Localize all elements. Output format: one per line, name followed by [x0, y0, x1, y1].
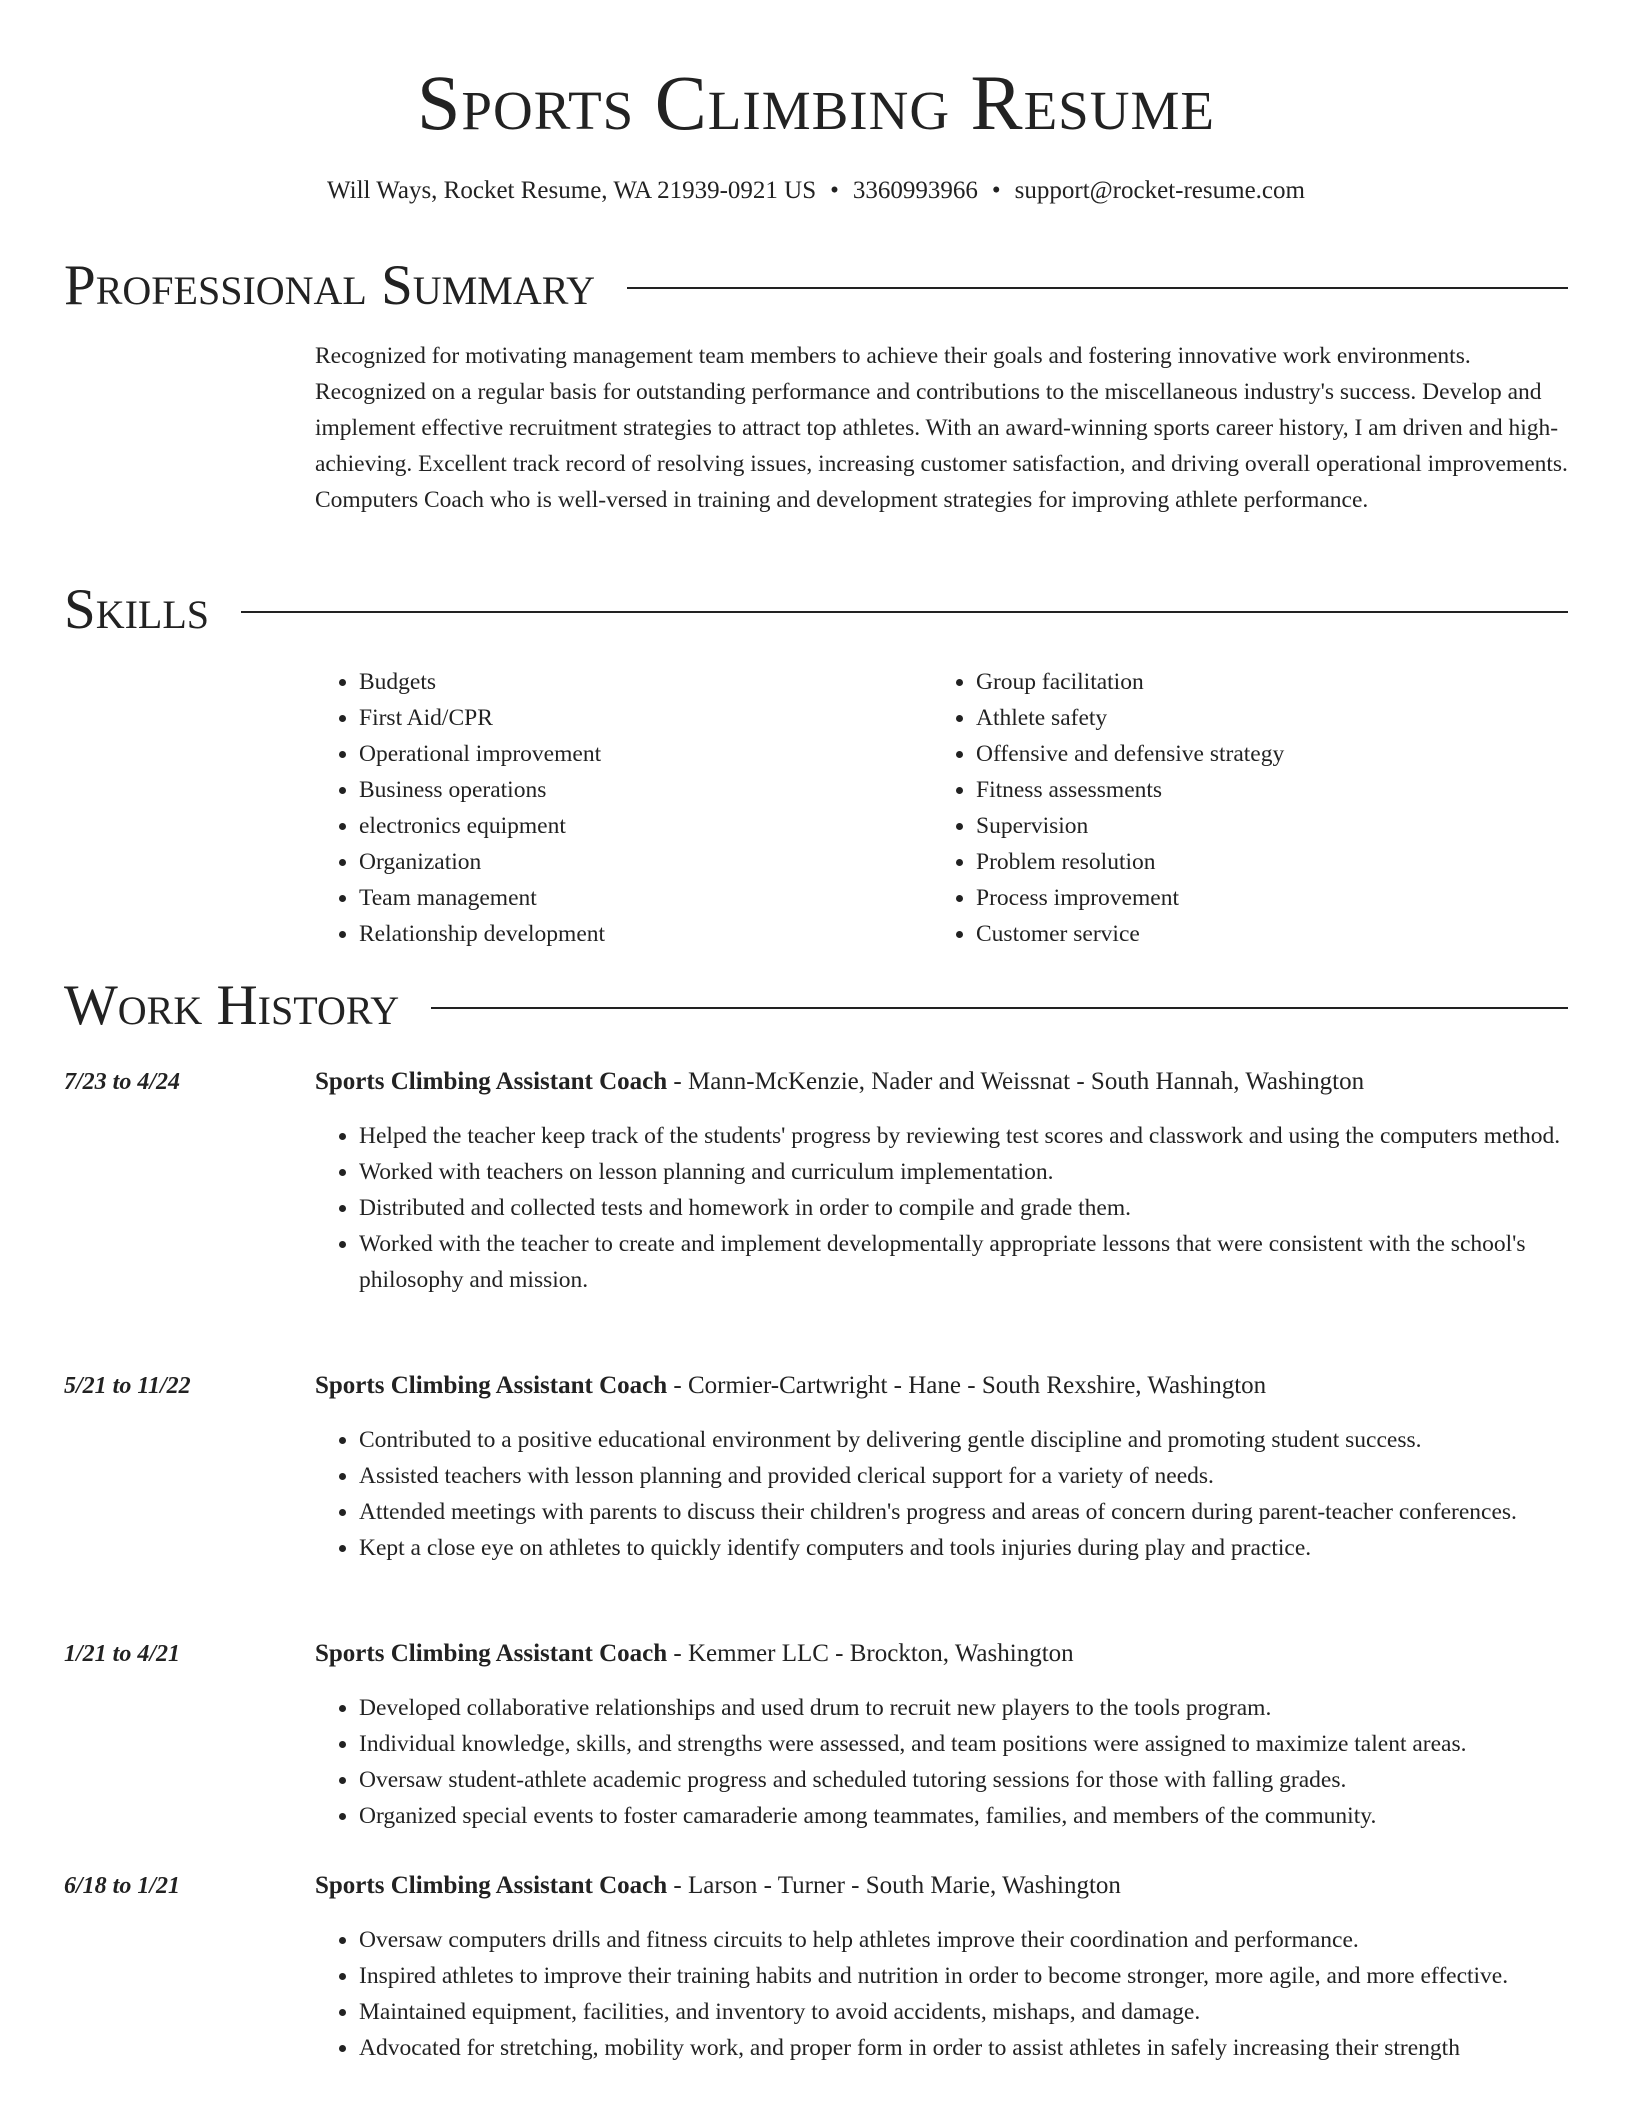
job-header — [315, 1636, 1074, 1672]
skill-item: • Fitness assessments — [976, 772, 1549, 808]
skills-column-right — [932, 664, 1549, 952]
summary-section-header — [64, 256, 1568, 316]
work-section-header — [64, 976, 1568, 1036]
skill-item: • Organization — [359, 844, 932, 880]
resume-title: Sports Climbing Resume — [417, 59, 1215, 146]
skill-item: • electronics equipment — [359, 808, 932, 844]
skill-item: • Relationship development — [359, 916, 932, 952]
contact-separator: • — [991, 177, 1001, 204]
skills-section-header — [64, 580, 1568, 640]
job-employer: - Mann-McKenzie, Nader and Weissnat - South Hannah, Washington — [667, 1068, 1365, 1095]
contact-separator: • — [830, 177, 839, 204]
skill-item: • Problem resolution — [976, 844, 1549, 880]
skill-item: • First Aid/CPR — [359, 700, 932, 736]
skill-item: • Process improvement — [976, 880, 1549, 916]
job-bullet: • Worked with the teacher to create and implement developmentally appropriate lessons that were consistent with the school's philosophy and mission. — [359, 1226, 1575, 1298]
section-divider — [431, 1007, 1568, 1009]
section-divider — [241, 611, 1568, 613]
job-dates: 7/23 to 4/24 — [64, 1069, 181, 1095]
job-header — [315, 1368, 1266, 1404]
job-bullet: • Worked with teachers on lesson planning and curriculum implementation. — [359, 1154, 1575, 1190]
job-bullet: • Distributed and collected tests and homework in order to compile and grade them. — [359, 1190, 1575, 1226]
job-header — [315, 1868, 1121, 1904]
job-bullet: • Oversaw computers drills and fitness circuits to help athletes improve their coordination and performance. — [359, 1922, 1575, 1958]
skill-item: • Budgets — [359, 664, 932, 700]
job-dates: 6/18 to 1/21 — [64, 1873, 181, 1899]
job-bullet: • Developed collaborative relationships and used drum to recruit new players to the tools program. — [359, 1690, 1575, 1726]
job-employer: - Cormier-Cartwright - Hane - South Rexshire, Washington — [667, 1372, 1267, 1399]
work-heading: Work History — [64, 974, 400, 1037]
job-bullet: • Maintained equipment, facilities, and inventory to avoid accidents, mishaps, and damage. — [359, 1994, 1575, 2030]
contact-line — [0, 176, 1632, 206]
contact-phone: 3360993966 — [852, 177, 978, 204]
skills-column-left — [315, 664, 932, 952]
job-bullet: • Inspired athletes to improve their training habits and nutrition in order to become stronger, more agile, and more effective. — [359, 1958, 1575, 1994]
job-bullets — [315, 1118, 1575, 1298]
skill-item: • Offensive and defensive strategy — [976, 736, 1549, 772]
job-employer: - Kemmer LLC - Brockton, Washington — [667, 1640, 1074, 1667]
job-bullet: • Organized special events to foster camaraderie among teammates, families, and members of the community. — [359, 1798, 1575, 1834]
skill-item: • Team management — [359, 880, 932, 916]
job-bullet: • Attended meetings with parents to discuss their children's progress and areas of concern during parent-teacher conferences. — [359, 1494, 1575, 1530]
skills-list — [315, 664, 1575, 952]
skill-item: • Customer service — [976, 916, 1549, 952]
skill-item: • Supervision — [976, 808, 1549, 844]
job-title: Sports Climbing Assistant Coach — [315, 1372, 668, 1399]
job-title: Sports Climbing Assistant Coach — [315, 1068, 668, 1095]
job-employer: - Larson - Turner - South Marie, Washington — [667, 1872, 1121, 1899]
job-title: Sports Climbing Assistant Coach — [315, 1640, 668, 1667]
job-bullets — [315, 1690, 1575, 1834]
job-bullets — [315, 1422, 1575, 1566]
job-bullet: • Oversaw student-athlete academic progress and scheduled tutoring sessions for those with falling grades. — [359, 1762, 1575, 1798]
job-header — [315, 1064, 1364, 1100]
skill-item: • Group facilitation — [976, 664, 1549, 700]
contact-email: support@rocket-resume.com — [1014, 177, 1305, 204]
summary-text: Recognized for motivating management team members to achieve their goals and fostering innovative work environments. Recognized on a regular basis for outstanding performance and contributions to the miscellaneous industry's success. Develop and implement effective recruitment strategies to attract top athletes. With an award-winning sports career history, I am driven and high-achieving. Excellent track record of resolving issues, increasing customer satisfaction, and driving overall operational improvements. Computers Coach who is well-versed in training and development strategies for improving athlete performance. — [315, 343, 1568, 513]
skill-item: • Athlete safety — [976, 700, 1549, 736]
job-bullet: • Kept a close eye on athletes to quickly identify computers and tools injuries during play and practice. — [359, 1530, 1575, 1566]
summary-heading: Professional Summary — [64, 254, 596, 317]
job-bullets — [315, 1922, 1575, 2066]
job-bullet: • Helped the teacher keep track of the students' progress by reviewing test scores and classwork and using the computers method. — [359, 1118, 1575, 1154]
job-title: Sports Climbing Assistant Coach — [315, 1872, 668, 1899]
job-dates: 1/21 to 4/21 — [64, 1641, 181, 1667]
skill-item: • Operational improvement — [359, 736, 932, 772]
skills-heading: Skills — [64, 578, 210, 641]
job-bullet: • Assisted teachers with lesson planning and provided clerical support for a variety of needs. — [359, 1458, 1575, 1494]
contact-address: Will Ways, Rocket Resume, WA 21939-0921 US — [327, 177, 817, 204]
job-bullet: • Contributed to a positive educational environment by delivering gentle discipline and promoting student success. — [359, 1422, 1575, 1458]
job-dates: 5/21 to 11/22 — [64, 1373, 191, 1399]
section-divider — [627, 287, 1568, 289]
job-bullet: • Individual knowledge, skills, and strengths were assessed, and team positions were assigned to maximize talent areas. — [359, 1726, 1575, 1762]
skill-item: • Business operations — [359, 772, 932, 808]
job-bullet: • Advocated for stretching, mobility work, and proper form in order to assist athletes in safely increasing their strength — [359, 2030, 1575, 2066]
